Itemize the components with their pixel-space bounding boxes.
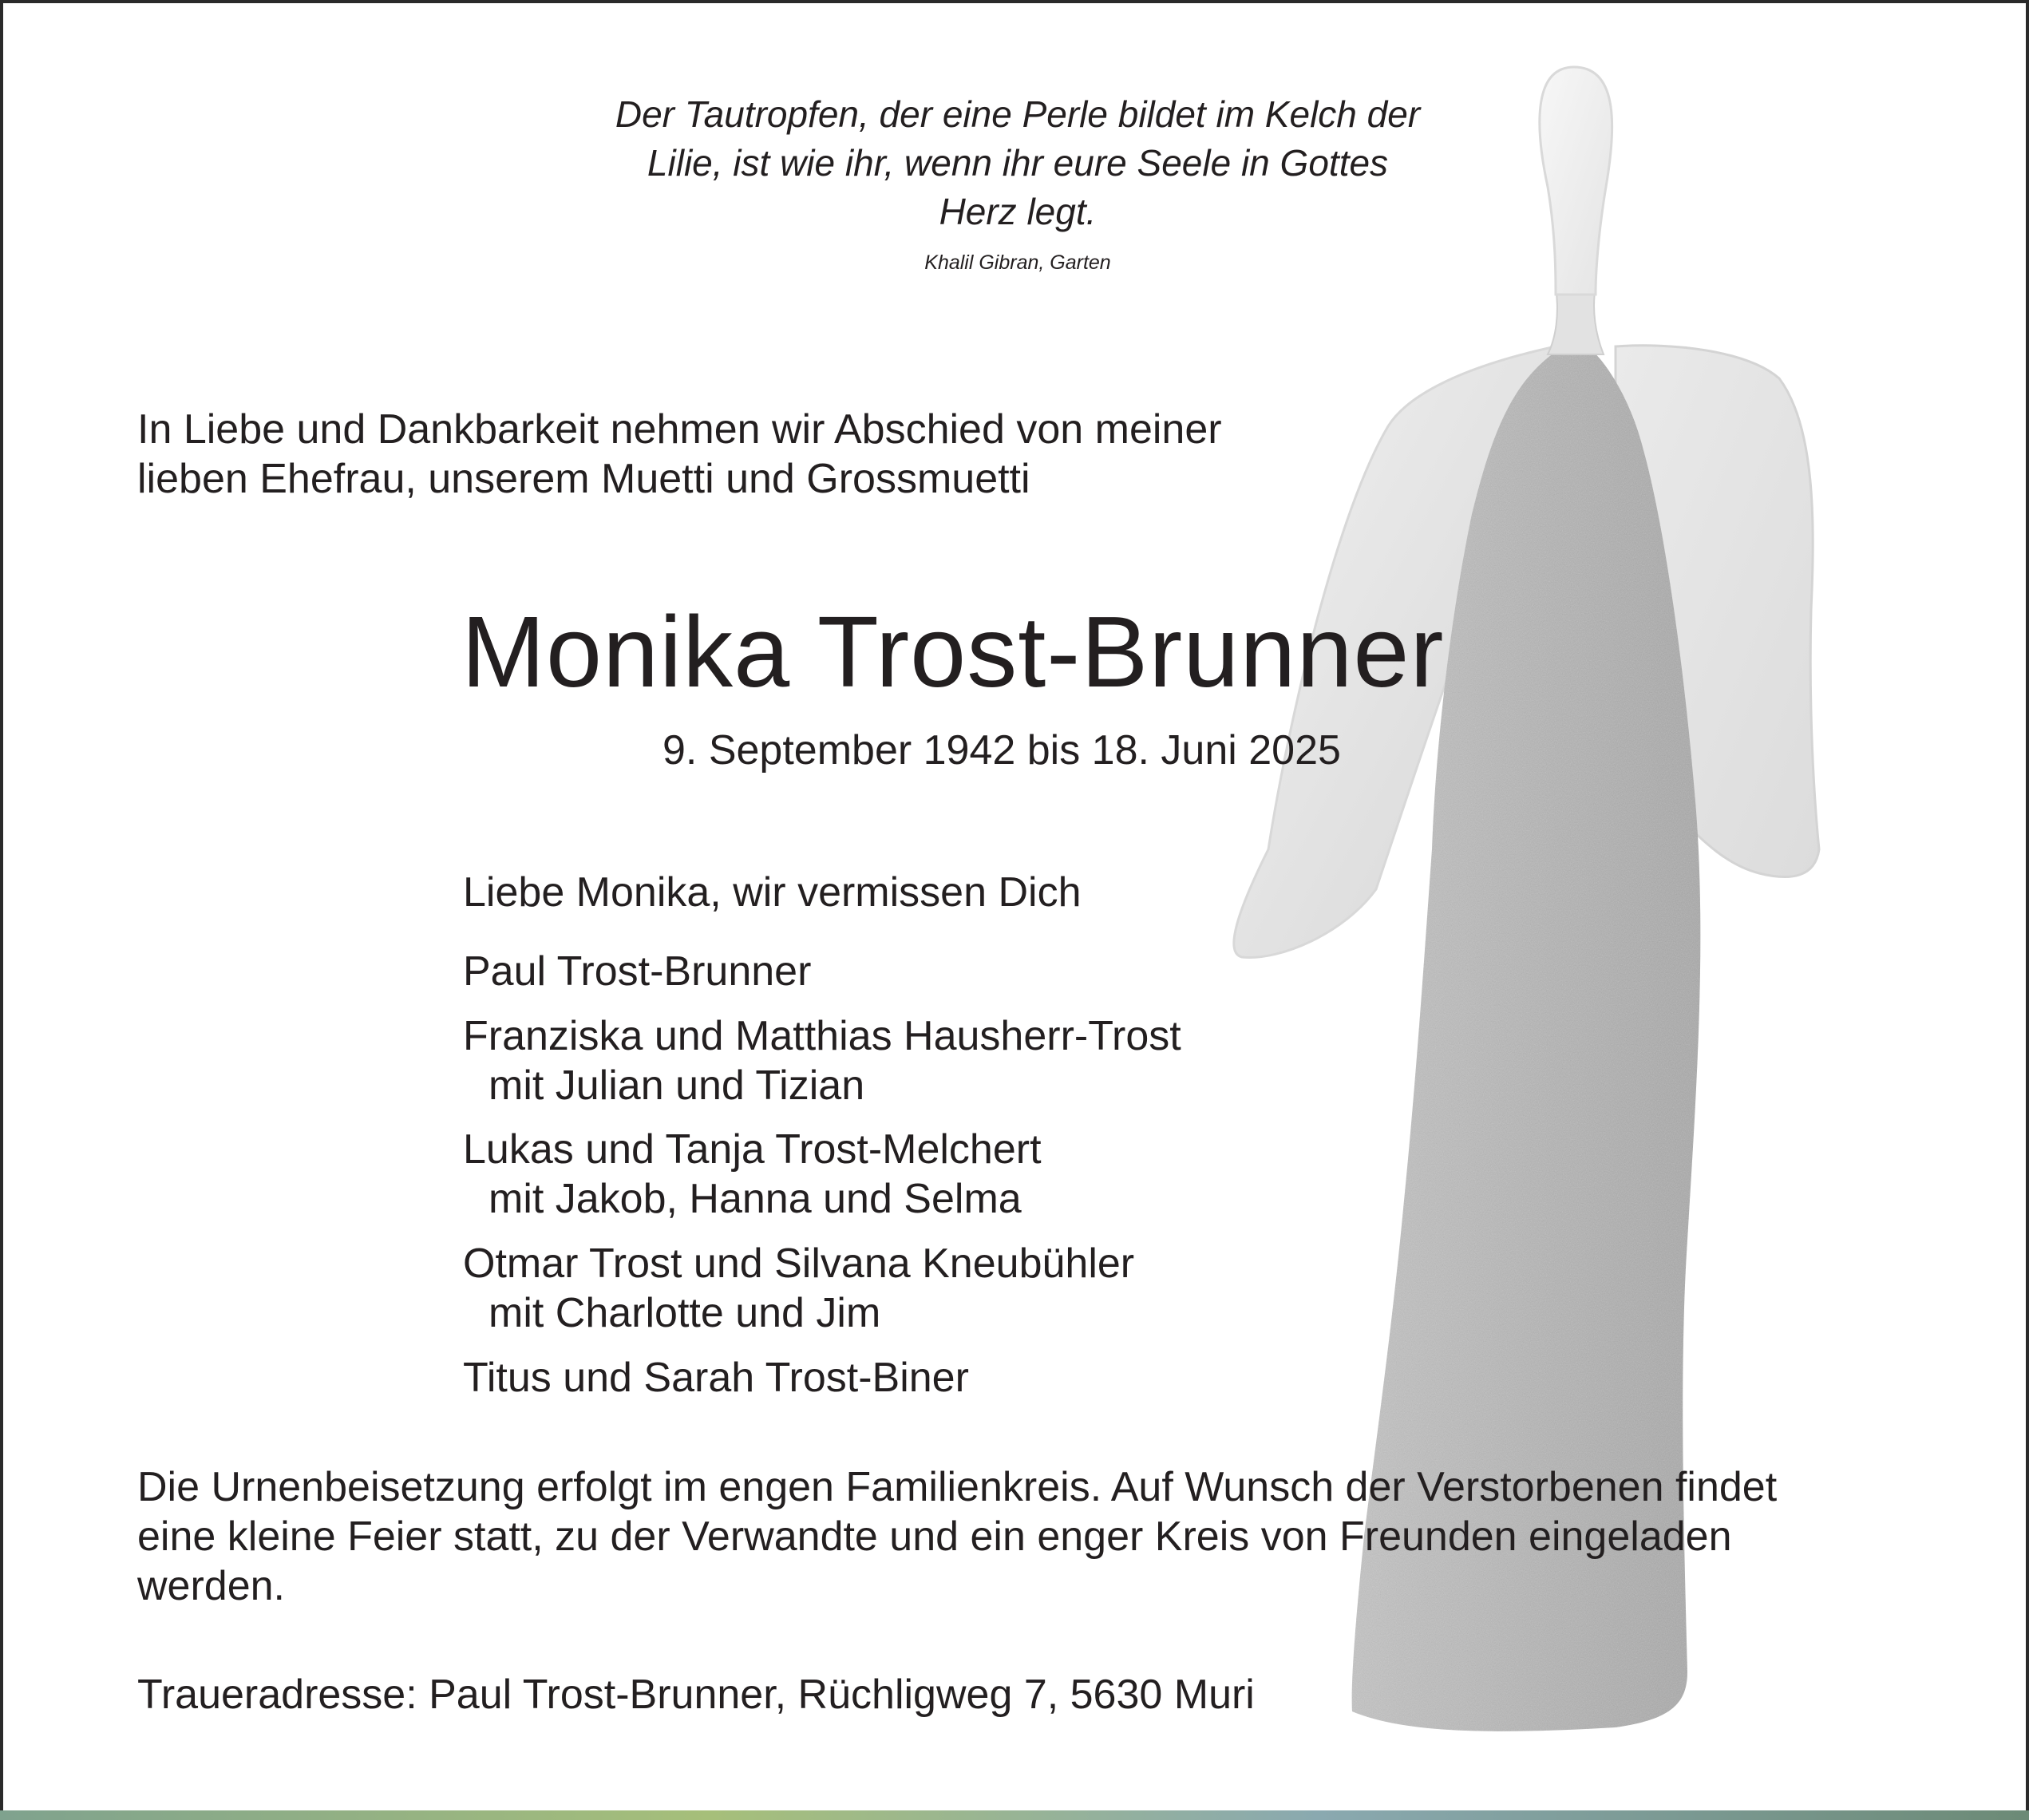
intro-line-2: lieben Ehefrau, unserem Muetti und Grossmuetti (137, 456, 1030, 502)
mourning-address: Traueradresse: Paul Trost-Brunner, Rüchligweg 7, 5630 Muri (137, 1672, 1255, 1718)
family-member-2: Franziska und Matthias Hausherr-Trost (463, 1013, 1181, 1059)
ceremony-line-2: eine kleine Feier statt, zu der Verwandte und ein enger Kreis von Freunden eingeladen (137, 1513, 1732, 1560)
family-children-2: mit Julian und Tizian (488, 1062, 865, 1109)
quote-line-2: Lilie, ist wie ihr, wenn ihr eure Seele in Gottes (647, 142, 1389, 184)
life-dates: 9. September 1942 bis 18. Juni 2025 (662, 727, 1341, 774)
intro-line-1: In Liebe und Dankbarkeit nehmen wir Abschied von meiner (137, 406, 1222, 453)
family-member-5: Titus und Sarah Trost-Biner (463, 1355, 969, 1401)
ceremony-line-1: Die Urnenbeisetzung erfolgt im engen Familienkreis. Auf Wunsch der Verstorbenen findet (137, 1464, 1778, 1510)
family-children-3: mit Jakob, Hanna und Selma (488, 1176, 1022, 1222)
quote-source: Khalil Gibran, Garten (924, 251, 1111, 274)
scan-edge-strip (0, 1810, 2029, 1820)
family-member-4: Otmar Trost und Silvana Kneubühler (463, 1240, 1135, 1287)
farewell-line: Liebe Monika, wir vermissen Dich (463, 869, 1082, 916)
angel-neck (1548, 287, 1604, 354)
quote-line-3: Herz legt. (939, 191, 1097, 232)
family-children-4: mit Charlotte und Jim (488, 1290, 881, 1336)
family-member-1: Paul Trost-Brunner (463, 948, 812, 995)
quote-line-1: Der Tautropfen, der eine Perle bildet im Kelch der (615, 93, 1421, 135)
ceremony-line-3: werden. (137, 1563, 285, 1609)
deceased-name: Monika Trost-Brunner (461, 595, 1445, 708)
family-member-3: Lukas und Tanja Trost-Melchert (463, 1126, 1042, 1173)
